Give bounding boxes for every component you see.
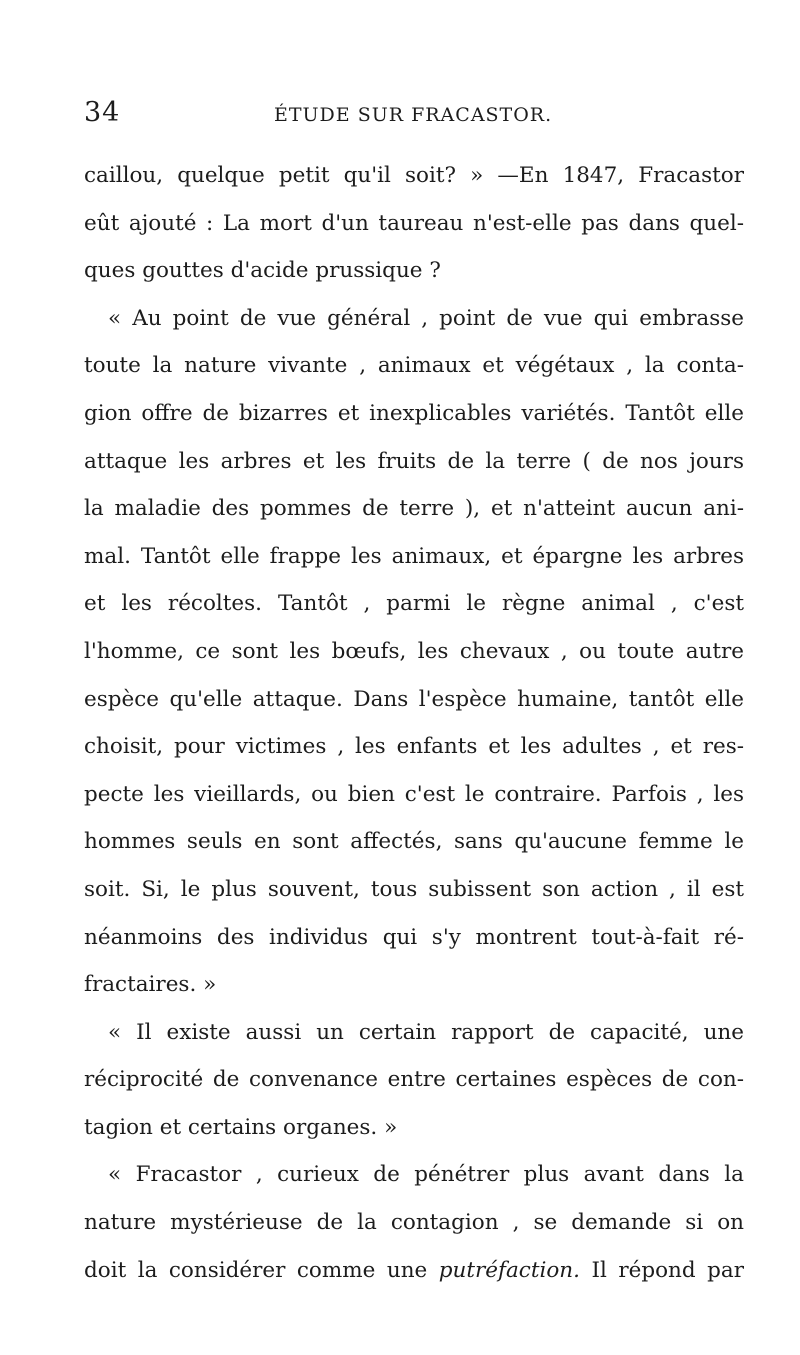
text-line (84, 1247, 744, 1295)
page-header (84, 96, 744, 130)
text-line: l'homme, ce sont les bœufs, les chevaux , ou toute autre (84, 638, 744, 664)
text-line: eût ajouté : La mort d'un taureau n'est-elle pas dans quel- (84, 210, 744, 236)
text-line: fractaires. » (84, 972, 217, 998)
text-segment: Il répond par (579, 1257, 744, 1283)
text-line: réciprocité de convenance entre certaines espèces de con- (84, 1067, 744, 1093)
emphasized-word: putréfaction. (438, 1257, 580, 1283)
text-line: caillou, quelque petit qu'il soit? » —En 1847, Fracastor (84, 163, 744, 188)
text-line: gion offre de bizarres et inexplicables variétés. Tantôt elle (84, 400, 744, 426)
text-line: néanmoins des individus qui s'y montrent tout-à-fait ré- (84, 924, 744, 950)
body-text (84, 152, 744, 1294)
text-line: attaque les arbres et les fruits de la terre ( de nos jours (84, 448, 744, 474)
page-number: 34 (84, 97, 121, 128)
text-line: mal. Tantôt elle frappe les animaux, et épargne les arbres (84, 543, 744, 569)
text-line: hommes seuls en sont affectés, sans qu'aucune femme le (84, 829, 744, 855)
text-line: choisit, pour victimes , les enfants et les adultes , et res- (84, 734, 744, 760)
text-line: et les récoltes. Tantôt , parmi le règne animal , c'est (84, 591, 744, 617)
text-line: espèce qu'elle attaque. Dans l'espèce humaine, tantôt elle (84, 686, 744, 712)
text-line: « Il existe aussi un certain rapport de capacité, une (108, 1019, 744, 1045)
text-line: « Au point de vue général , point de vue qui embrasse (108, 305, 744, 331)
text-line: nature mystérieuse de la contagion , se demande si on (84, 1210, 744, 1236)
text-line: toute la nature vivante , animaux et végétaux , la conta- (84, 353, 744, 379)
text-line: pecte les vieillards, ou bien c'est le contraire. Parfois , les (84, 781, 744, 807)
text-line: tagion et certains organes. » (84, 1114, 398, 1140)
text-line: « Fracastor , curieux de pénétrer plus avant dans la (108, 1162, 744, 1188)
text-segment: doit la considérer comme une (84, 1257, 439, 1283)
running-title: ÉTUDE SUR FRACASTOR. (274, 104, 553, 126)
text-line: ques gouttes d'acide prussique ? (84, 258, 441, 284)
text-line: la maladie des pommes de terre ), et n'atteint aucun ani- (84, 496, 744, 522)
text-line: soit. Si, le plus souvent, tous subissent son action , il est (84, 876, 744, 902)
